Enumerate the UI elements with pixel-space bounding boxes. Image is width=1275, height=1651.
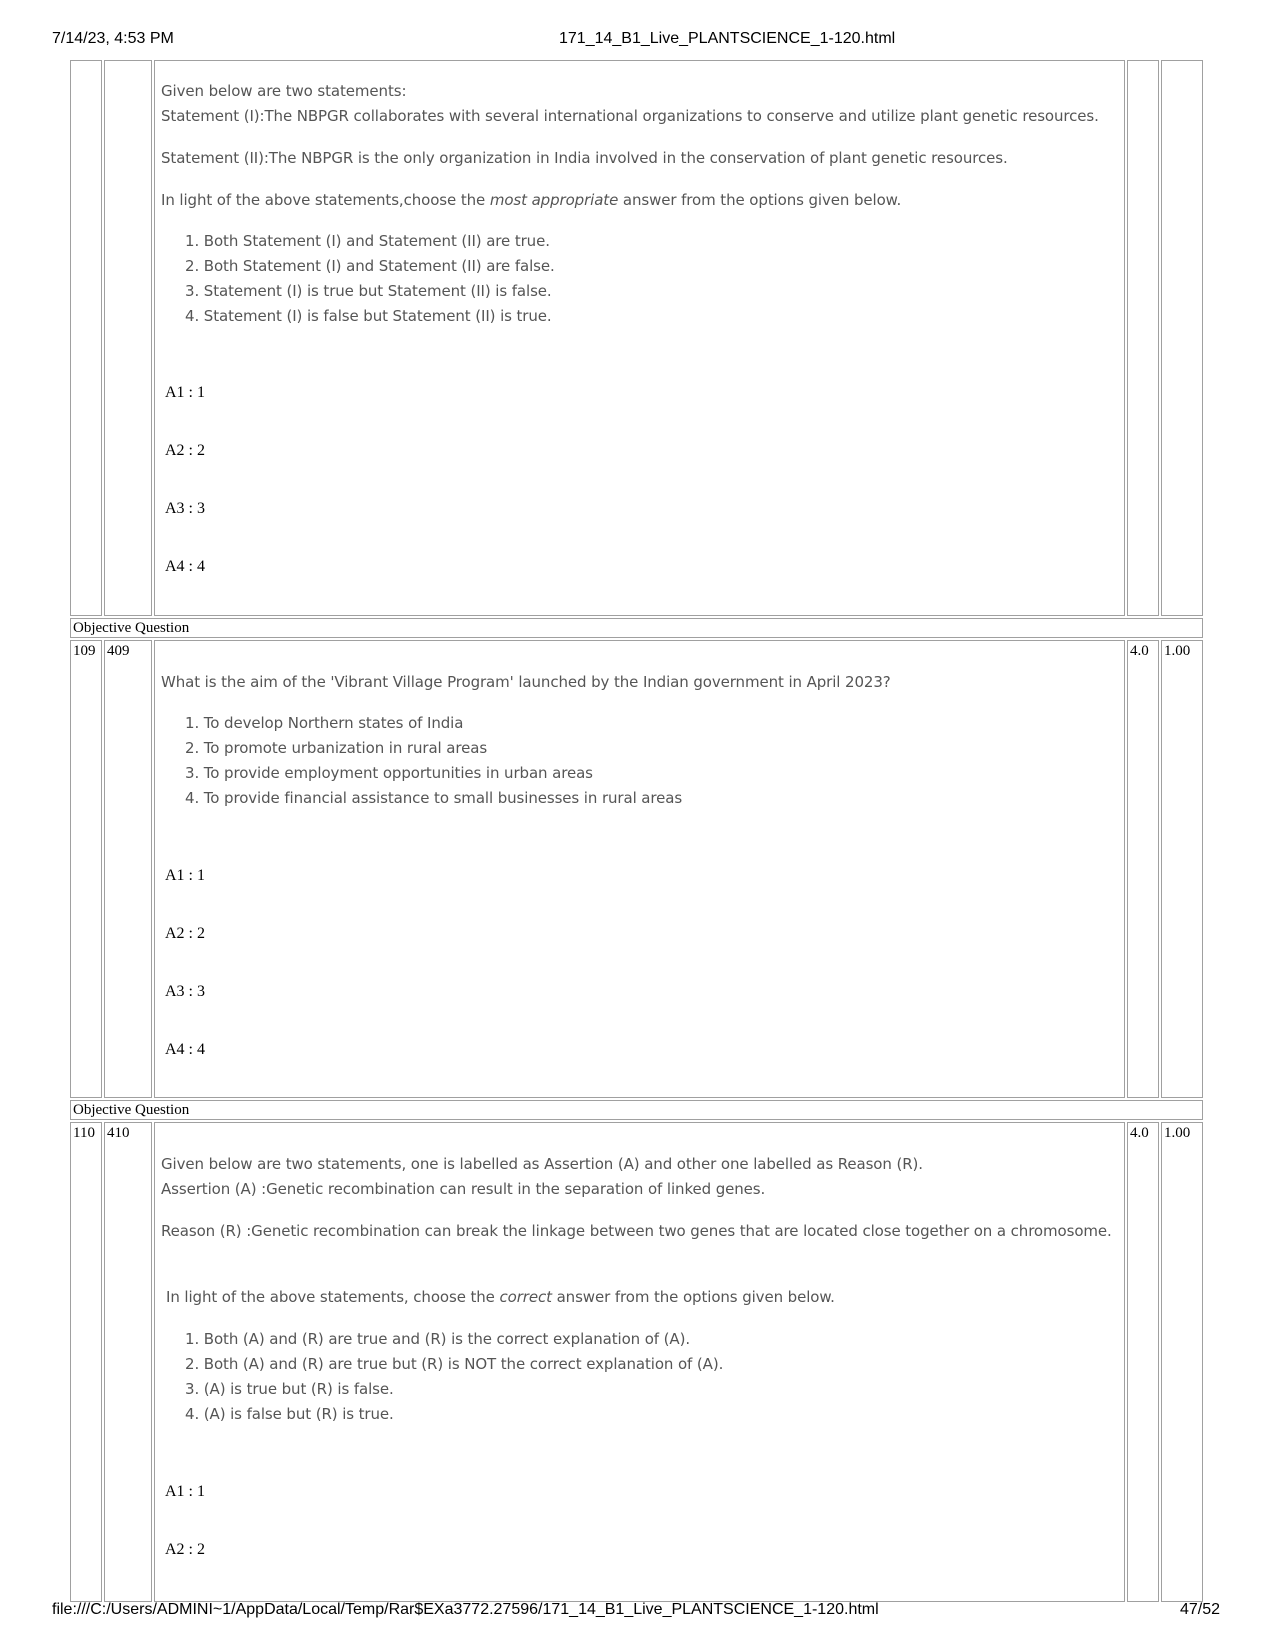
question-type-label: Objective Question xyxy=(73,1102,190,1118)
serial-number: 109 xyxy=(73,643,96,659)
option-2: 2. Both (A) and (R) are true but (R) is NOT the correct explanation of (A). xyxy=(185,1355,724,1373)
negative-marks-value: 1.00 xyxy=(1164,1125,1191,1141)
qid-cell xyxy=(104,1122,152,1602)
question-id: 409 xyxy=(107,643,130,659)
option-2: 2. Both Statement (I) and Statement (II) are false. xyxy=(185,257,555,275)
answer-2: A2 : 2 xyxy=(165,442,205,459)
print-page-number: 47/52 xyxy=(1180,1601,1221,1618)
question-id: 410 xyxy=(107,1125,130,1141)
question-type-row xyxy=(70,618,1203,638)
print-file-path: file:///C:/Users/ADMINI~1/AppData/Local/Temp/Rar$EXa3772.27596/171_14_B1_Live_PLANTSCIENCE_1-120.html xyxy=(52,1601,879,1618)
option-3: 3. To provide employment opportunities in urban areas xyxy=(185,764,593,782)
option-1: 1. To develop Northern states of India xyxy=(185,714,464,732)
option-4: 4. To provide financial assistance to small businesses in rural areas xyxy=(185,789,683,807)
qid-cell xyxy=(104,60,152,616)
question-cell xyxy=(154,640,1125,1098)
sno-cell xyxy=(70,640,102,1098)
assertion-text: Assertion (A) :Genetic recombination can result in the separation of linked genes. xyxy=(161,1180,766,1198)
question-type-label: Objective Question xyxy=(73,620,190,636)
option-2: 2. To promote urbanization in rural areas xyxy=(185,739,488,757)
answer-2: A2 : 2 xyxy=(165,925,205,942)
marks-cell xyxy=(1127,1122,1159,1602)
serial-number: 110 xyxy=(73,1125,95,1141)
negative-marks-cell xyxy=(1161,1122,1203,1602)
print-datetime: 7/14/23, 4:53 PM xyxy=(52,30,174,47)
statement-1: Statement (I):The NBPGR collaborates with several international organizations to conserve and utilize plant genetic resources. xyxy=(161,107,1099,125)
option-1: 1. Both (A) and (R) are true and (R) is the correct explanation of (A). xyxy=(185,1330,690,1348)
statements-intro: Given below are two statements, one is labelled as Assertion (A) and other one labelled as Reason (R). xyxy=(161,1155,923,1173)
print-title: 171_14_B1_Live_PLANTSCIENCE_1-120.html xyxy=(559,30,896,47)
answer-2: A2 : 2 xyxy=(165,1541,205,1558)
marks-cell xyxy=(1127,640,1159,1098)
option-4: 4. Statement (I) is false but Statement (II) is true. xyxy=(185,307,552,325)
option-3: 3. Statement (I) is true but Statement (II) is false. xyxy=(185,282,552,300)
answer-1: A1 : 1 xyxy=(165,1483,205,1500)
reason-text: Reason (R) :Genetic recombination can break the linkage between two genes that are located close together on a chromosome. xyxy=(161,1222,1112,1240)
answer-3: A3 : 3 xyxy=(165,500,205,517)
sno-cell xyxy=(70,60,102,616)
negative-marks-cell xyxy=(1161,60,1203,616)
sno-cell xyxy=(70,1122,102,1602)
statement-2: Statement (II):The NBPGR is the only organization in India involved in the conservation of plant genetic resources. xyxy=(161,149,1008,167)
negative-marks-value: 1.00 xyxy=(1164,643,1191,659)
instruction: In light of the above statements,choose the most appropriate answer from the options given below. xyxy=(161,191,902,209)
marks-cell xyxy=(1127,60,1159,616)
marks-value: 4.0 xyxy=(1130,643,1149,659)
statements-intro: Given below are two statements: xyxy=(161,82,407,100)
qid-cell xyxy=(104,640,152,1098)
question-cell xyxy=(154,60,1125,616)
question-text: What is the aim of the 'Vibrant Village Program' launched by the Indian government in April 2023? xyxy=(161,673,891,691)
negative-marks-cell xyxy=(1161,640,1203,1098)
option-4: 4. (A) is false but (R) is true. xyxy=(185,1405,394,1423)
answer-1: A1 : 1 xyxy=(165,867,205,884)
question-type-row xyxy=(70,1100,1203,1120)
marks-value: 4.0 xyxy=(1130,1125,1149,1141)
instruction: In light of the above statements, choose the correct answer from the options given below. xyxy=(166,1288,835,1306)
option-1: 1. Both Statement (I) and Statement (II) are true. xyxy=(185,232,550,250)
answer-4: A4 : 4 xyxy=(165,558,205,575)
option-3: 3. (A) is true but (R) is false. xyxy=(185,1380,394,1398)
answer-3: A3 : 3 xyxy=(165,983,205,1000)
answer-4: A4 : 4 xyxy=(165,1041,205,1058)
answer-1: A1 : 1 xyxy=(165,384,205,401)
